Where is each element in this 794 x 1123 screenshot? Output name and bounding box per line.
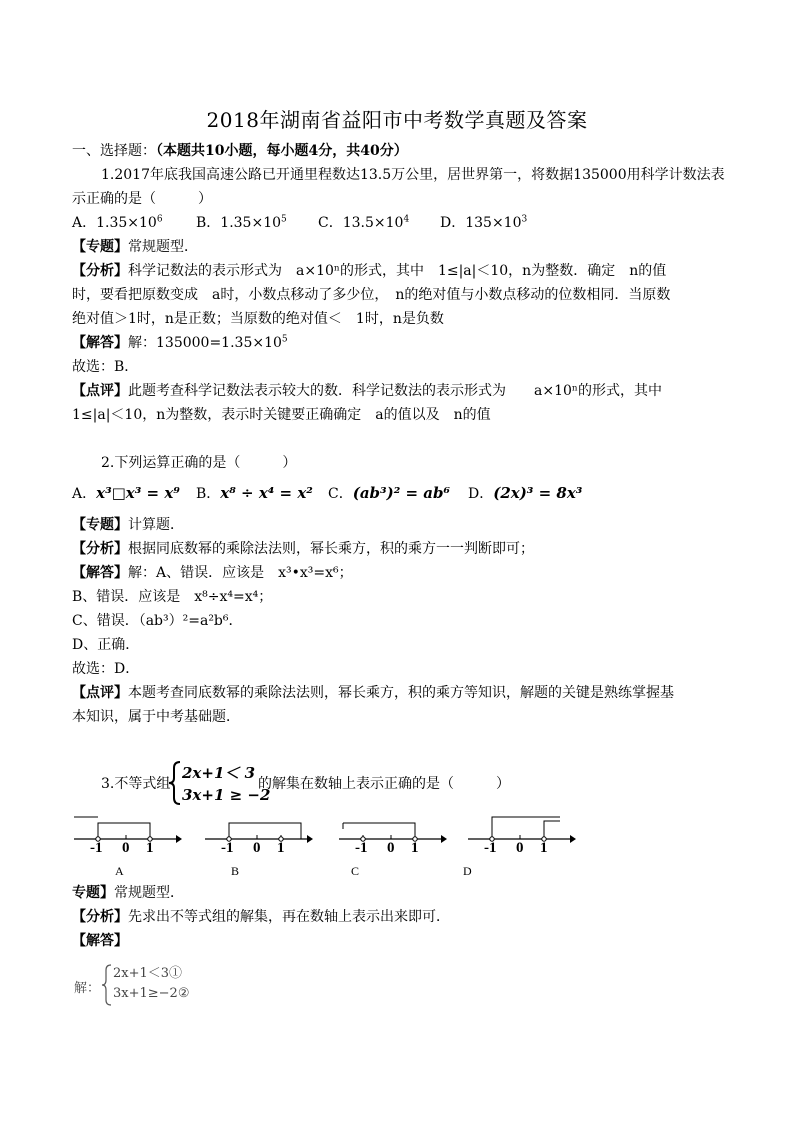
q1-analysis-line2: 时，要看把原数变成 a时，小数点移动了多少位， n的绝对值与小数点移动的位数相同．当原数	[72, 287, 671, 303]
q1-option-b: B．$1.35\times 10^5$	[196, 214, 287, 231]
q2-analysis: 【分析】根据同底数幂的乘除法法则，幂长乘方，积的乘方一一判断即可；	[72, 541, 534, 557]
q1-stem-line2: 示正确的是（ ）	[72, 191, 212, 207]
axis-arrow	[176, 835, 182, 843]
q3-answer-tag: 【解答】	[72, 933, 128, 949]
tick-label: 0	[122, 840, 130, 856]
q2-answer-b: B、错误．应该是 x⁸÷x⁴=x⁴；	[72, 589, 273, 605]
option-letter-b: B	[231, 864, 240, 878]
q1-comment-line2: 1≤|a|＜10，n为整数，表示时关键要正确确定 a的值以及 n的值	[72, 407, 491, 423]
tick-label: 0	[253, 840, 261, 856]
tick-label: -1	[355, 840, 368, 856]
q3-system-eq2: 3x+1 ≥ −2	[182, 786, 271, 804]
option-letter-c: C	[351, 864, 360, 878]
tick-label: 1	[411, 840, 419, 856]
solution-bracket-0	[343, 823, 415, 839]
axis-arrow	[307, 835, 313, 843]
q2-option-d: D．(2x)³ = 8x³	[468, 484, 583, 502]
tick-label: -1	[221, 840, 234, 856]
q1-comment-line1: 【点评】此题考查科学记数法表示较大的数．科学记数法的表示形式为 a×10ⁿ的形式，其中	[72, 383, 662, 399]
q2-stem: 2.下列运算正确的是（ ）	[101, 455, 297, 471]
q3-solve-eq2: 3x+1≥−2②	[113, 986, 190, 1001]
tick-label: 0	[516, 840, 524, 856]
q2-comment-line2: 本知识，属于中考基础题．	[72, 709, 240, 725]
axis-arrow	[441, 835, 447, 843]
q2-option-c: C．(ab³)² = ab⁶	[328, 484, 451, 502]
tick-label: 1	[146, 840, 154, 856]
axis-arrow	[570, 835, 576, 843]
q1-answer: 【解答】解：$135000=1.35\times 10^5$	[72, 334, 288, 351]
q3-system-brace	[168, 760, 182, 806]
solution-bracket-0	[98, 823, 150, 839]
solution-bracket-0	[229, 823, 301, 839]
q2-option-a: A．x³□x³ = x⁹	[72, 484, 180, 502]
solution-bracket-0	[492, 817, 560, 839]
page-title: 2018年湖南省益阳市中考数学真题及答案	[206, 108, 588, 132]
section-heading	[72, 141, 408, 161]
q1-choose: 故选：B．	[72, 359, 139, 375]
section-note: （本题共10小题，每小题4分，共40分）	[156, 143, 408, 159]
q2-topic: 【专题】计算题．	[72, 517, 184, 533]
q2-answer-a: 【解答】解：A、错误．应该是 x³•x³=x⁶；	[72, 565, 353, 581]
q3-topic: 专题】常规题型．	[72, 885, 184, 901]
q3-stem-post: 的解集在数轴上表示正确的是（ ）	[258, 776, 510, 792]
q1-option-d: D．$135\times 10^3$	[440, 214, 528, 231]
q2-option-b: B．x⁸ ÷ x⁴ = x²	[196, 484, 313, 502]
tick-label: -1	[484, 840, 497, 856]
q2-answer-d: D、正确．	[72, 637, 140, 653]
q2-comment-line1: 【点评】本题考查同底数幂的乘除法法则，幂长乘方，积的乘方等知识，解题的关键是熟练掌握基	[72, 685, 674, 701]
q1-option-c: C．$13.5\times 10^4$	[318, 214, 410, 231]
q2-answer-c: C、错误．（ab³）²=a²b⁶．	[72, 613, 243, 629]
q1-stem-line1: 1.2017年底我国高速公路已开通里程数达13.5万公里，居世界第一，将数据135000用科学计数法表	[101, 167, 725, 183]
tick-label: 1	[540, 840, 548, 856]
q1-option-a: A．$1.35\times 10^6$	[72, 214, 163, 231]
q1-analysis-line1: 【分析】科学记数法的表示形式为 a×10ⁿ的形式，其中 1≤|a|＜10，n为整数．确定 n的值	[72, 263, 667, 279]
tick-label: -1	[90, 840, 103, 856]
q1-analysis-line3: 绝对值＞1时，n是正数；当原数的绝对值＜ 1时，n是负数	[72, 311, 444, 327]
option-letter-d: D	[463, 864, 472, 878]
q3-system-eq1: 2x+1＜ 3	[182, 764, 256, 782]
section-label: 一、选择题：	[72, 143, 156, 159]
tick-label: 1	[277, 840, 285, 856]
q3-analysis: 【分析】先求出不等式组的解集，再在数轴上表示出来即可．	[72, 909, 450, 925]
option-letter-a: A	[115, 864, 124, 878]
q3-solve-pre: 解：	[74, 981, 101, 996]
q3-solve-eq1: 2x+1＜3①	[113, 966, 183, 981]
q3-solve-brace	[101, 963, 113, 1007]
q3-stem-pre: 3.不等式组	[101, 776, 171, 792]
q1-topic: 【专题】常规题型．	[72, 239, 198, 255]
q2-choose: 故选：D．	[72, 661, 140, 677]
tick-label: 0	[387, 840, 395, 856]
